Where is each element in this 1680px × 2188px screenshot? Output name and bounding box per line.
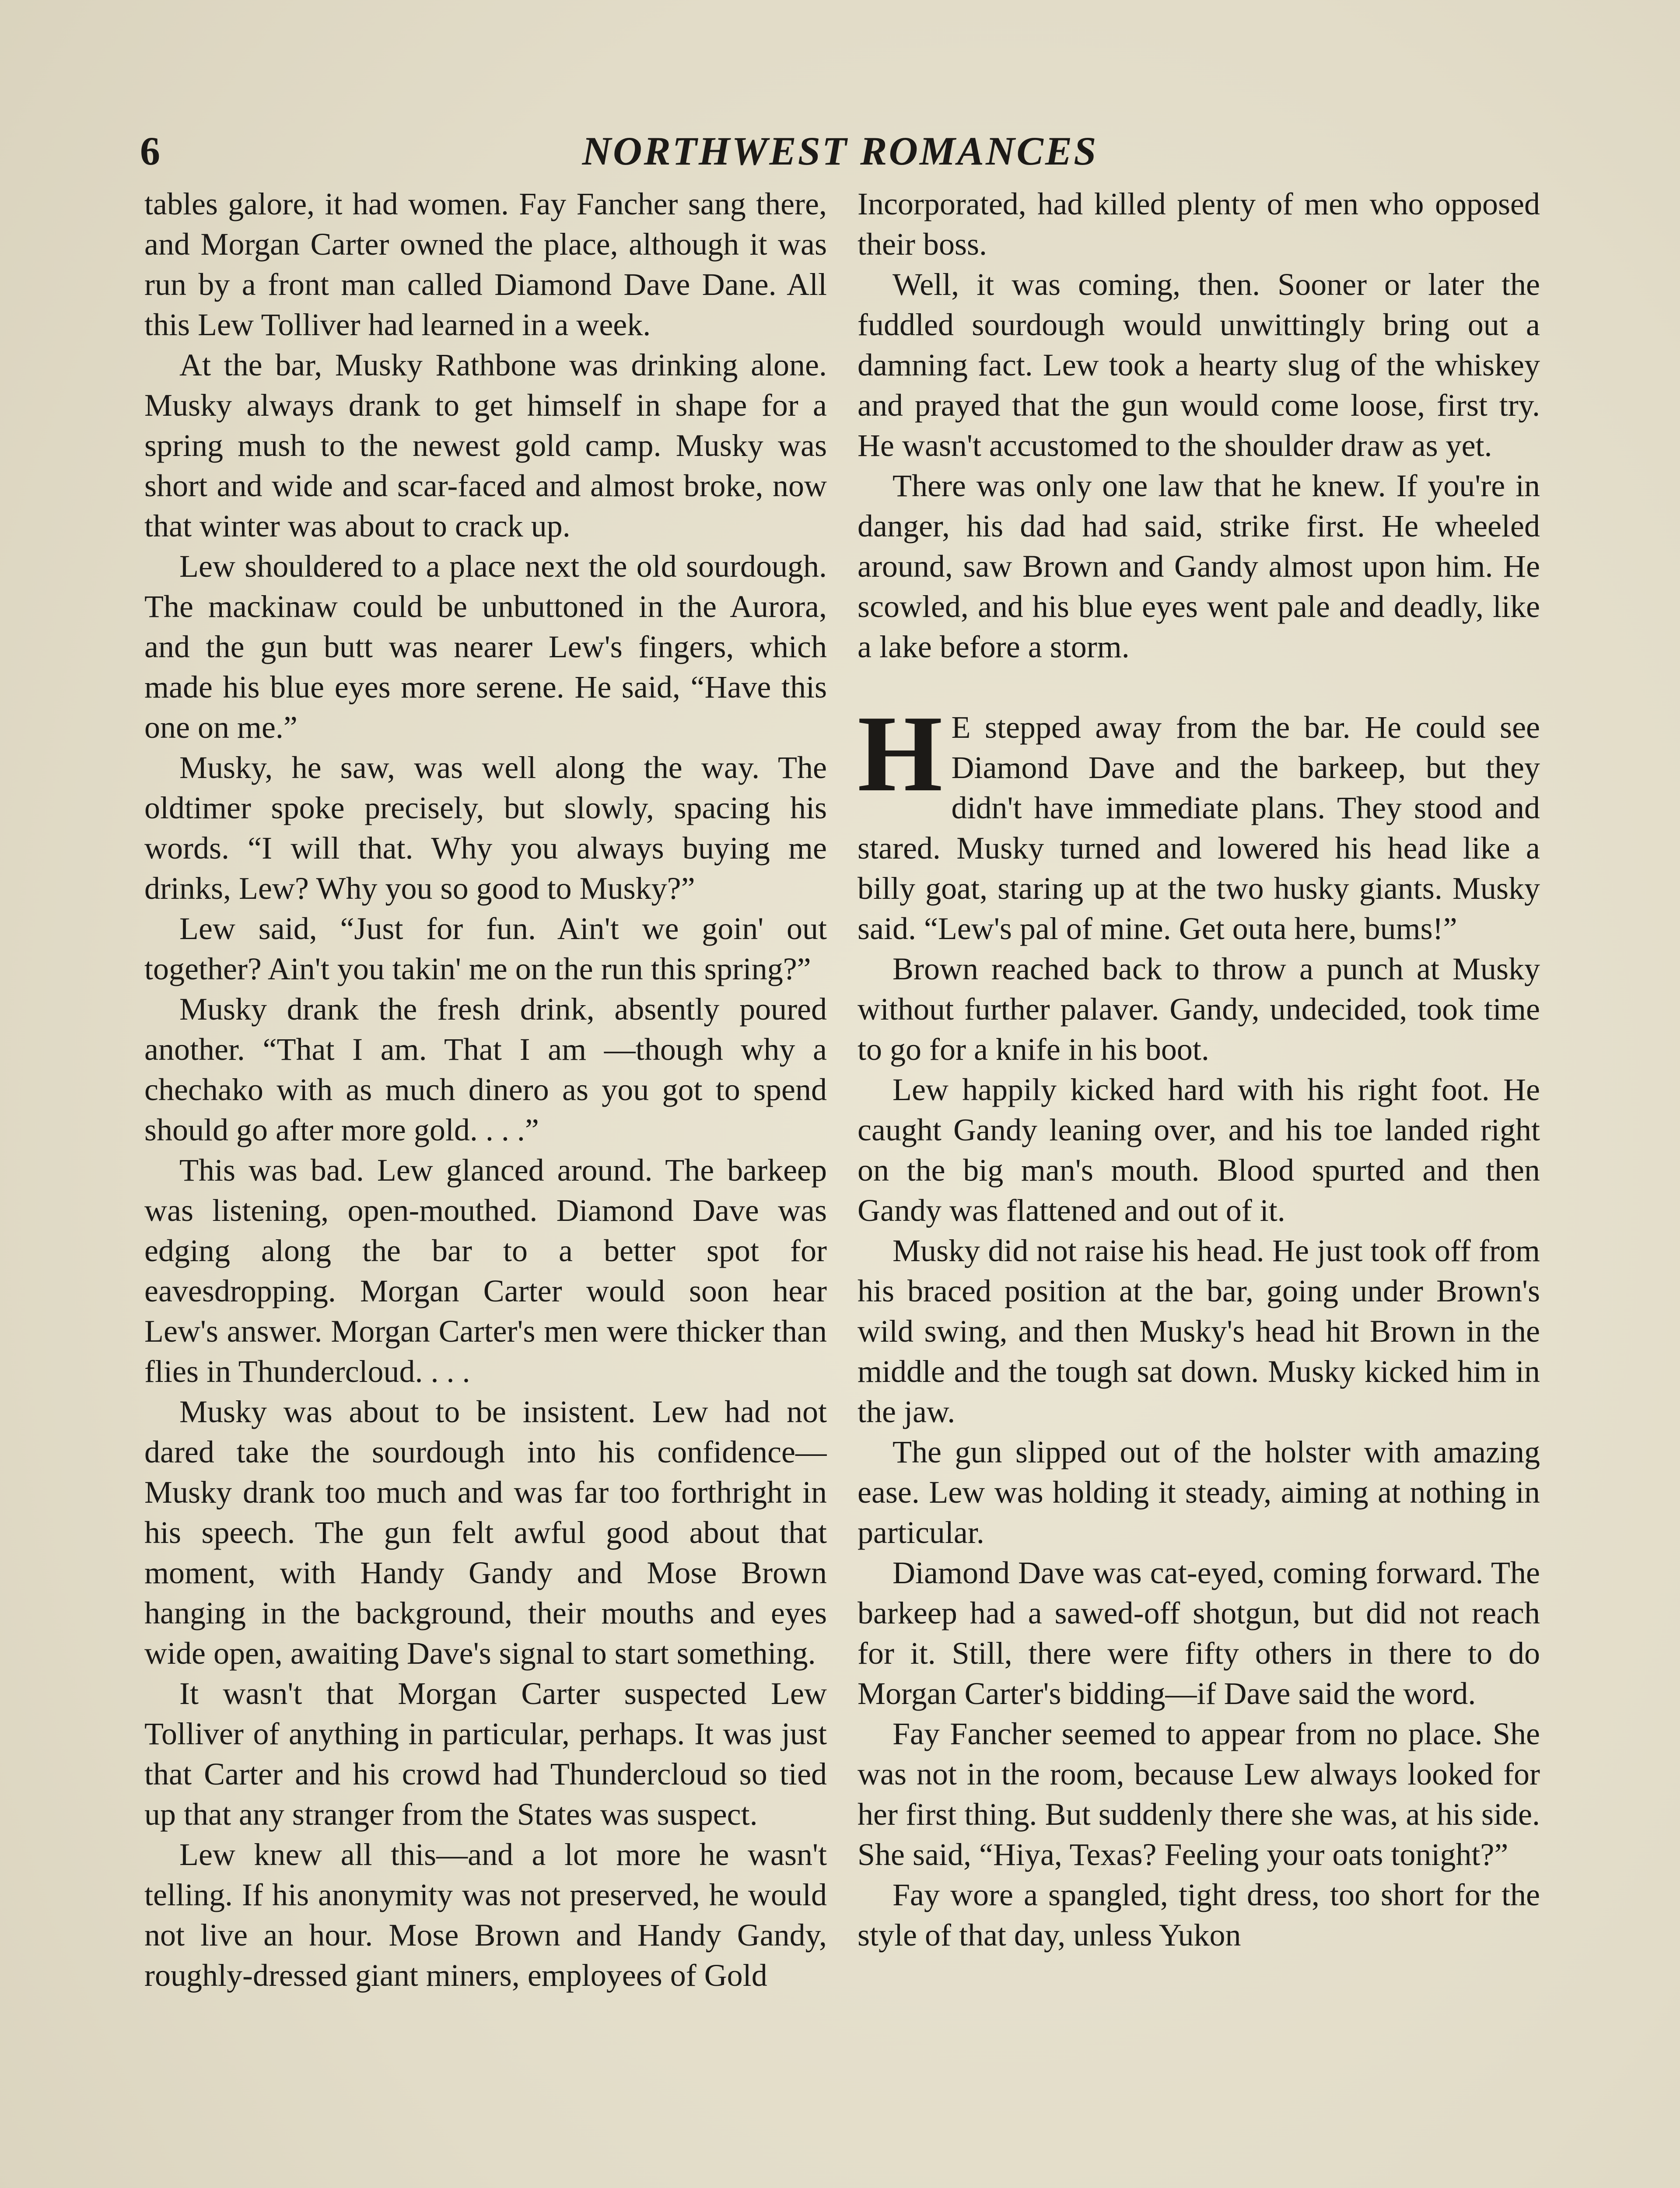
paragraph: Lew knew all this—and a lot more he wasn't telling. If his anonymity was not preserved, he would not live an hour. Mose Brown and Handy Gandy, roughly-dressed giant miners, employees of Gold (144, 1837, 827, 1993)
paragraph: Fay Fancher seemed to appear from no place. She was not in the room, because Lew always looked for her first thing. But suddenly there she was, at his side. She said, “Hiya, Texas? Feeling your oats tonight?” (858, 1716, 1540, 1872)
paragraph: Lew happily kicked hard with his right foot. He caught Gandy leaning over, and his toe landed right on the big man's mouth. Blood spurted and then Gandy was flattened and out of it. (858, 1072, 1540, 1228)
section-opening-paragraph (858, 693, 1540, 949)
paragraph: There was only one law that he knew. If you're in danger, his dad had said, strike first. He wheeled around, saw Brown and Gandy almost upon him. He scowled, and his blue eyes went pale and deadly, like a lake before a storm. (858, 468, 1540, 664)
paragraph: Brown reached back to throw a punch at Musky without further palaver. Gandy, undecided, took time to go for a knife in his boot. (858, 951, 1540, 1067)
paragraph: Incorporated, had killed plenty of men who opposed their boss. (858, 186, 1540, 262)
drop-cap: H (858, 693, 943, 814)
paragraph: tables galore, it had women. Fay Fancher sang there, and Morgan Carter owned the place, although it was run by a front man called Diamond Dave Dane. All this Lew Tolliver had learned in a week. (144, 186, 827, 342)
paragraph: Diamond Dave was cat-eyed, coming forward. The barkeep had a sawed-off shotgun, but did not reach for it. Still, there were fifty others in there to do Morgan Carter's bidding—if Dave said the word. (858, 1555, 1540, 1711)
paragraph: Musky drank the fresh drink, absently poured another. “That I am. That I am —though why a chechako with as much dinero as you got to spend should go after more gold. . . .” (144, 992, 827, 1147)
paragraph: Musky was about to be insistent. Lew had not dared take the sourdough into his confidence—Musky drank too much and was far too forthright in his speech. The gun felt awful good about that moment, with Handy Gandy and Mose Brown hanging in the background, their mouths and eyes wide open, awaiting Dave's signal to start something. (144, 1394, 827, 1671)
running-header (131, 127, 1549, 188)
paragraph: This was bad. Lew glanced around. The barkeep was listening, open-mouthed. Diamond Dave was edging along the bar to a better spot for eavesdropping. Morgan Carter would soon hear Lew's answer. Morgan Carter's men were thicker than flies in Thundercloud. . . . (144, 1153, 827, 1389)
right-column (858, 184, 1540, 2188)
magazine-title: NORTHWEST ROMANCES (582, 129, 1098, 173)
section-opening-text: E stepped away from the bar. He could see Diamond Dave and the barkeep, but they didn't have immediate plans. They stood and stared. Musky turned and lowered his head like a billy goat, staring up at the two husky giants. Musky said. “Lew's pal of mine. Get outa here, bums!” (858, 710, 1540, 946)
paragraph: At the bar, Musky Rathbone was drinking alone. Musky always drank to get himself in shape for a spring mush to the newest gold camp. Musky was short and wide and scar-faced and almost broke, now that winter was about to crack up. (144, 347, 827, 543)
left-column (144, 184, 827, 2188)
paragraph: Musky did not raise his head. He just took off from his braced position at the bar, going under Brown's wild swing, and then Musky's head hit Brown in the middle and the tough sat down. Musky kicked him in the jaw. (858, 1233, 1540, 1429)
paragraph: The gun slipped out of the holster with amazing ease. Lew was holding it steady, aiming at nothing in particular. (858, 1434, 1540, 1550)
paragraph: It wasn't that Morgan Carter suspected Lew Tolliver of anything in particular, perhaps. It was just that Carter and his crowd had Thundercloud so tied up that any stranger from the States was suspect. (144, 1676, 827, 1832)
page-number: 6 (140, 129, 160, 173)
paragraph: Lew shouldered to a place next the old sourdough. The mackinaw could be unbuttoned in the Aurora, and the gun butt was nearer Lew's fingers, which made his blue eyes more serene. He said, “Have this one on me.” (144, 549, 827, 745)
paragraph: Musky, he saw, was well along the way. The oldtimer spoke precisely, but slowly, spacing his words. “I will that. Why you always buying me drinks, Lew? Why you so good to Musky?” (144, 750, 827, 906)
paragraph: Well, it was coming, then. Sooner or later the fuddled sourdough would unwittingly bring out a damning fact. Lew took a hearty slug of the whiskey and prayed that the gun would come loose, first try. He wasn't accustomed to the shoulder draw as yet. (858, 267, 1540, 463)
paragraph: Fay wore a spangled, tight dress, too short for the style of that day, unless Yukon (858, 1877, 1540, 1953)
paragraph: Lew said, “Just for fun. Ain't we goin' out together? Ain't you takin' me on the run this spring?” (144, 911, 827, 986)
